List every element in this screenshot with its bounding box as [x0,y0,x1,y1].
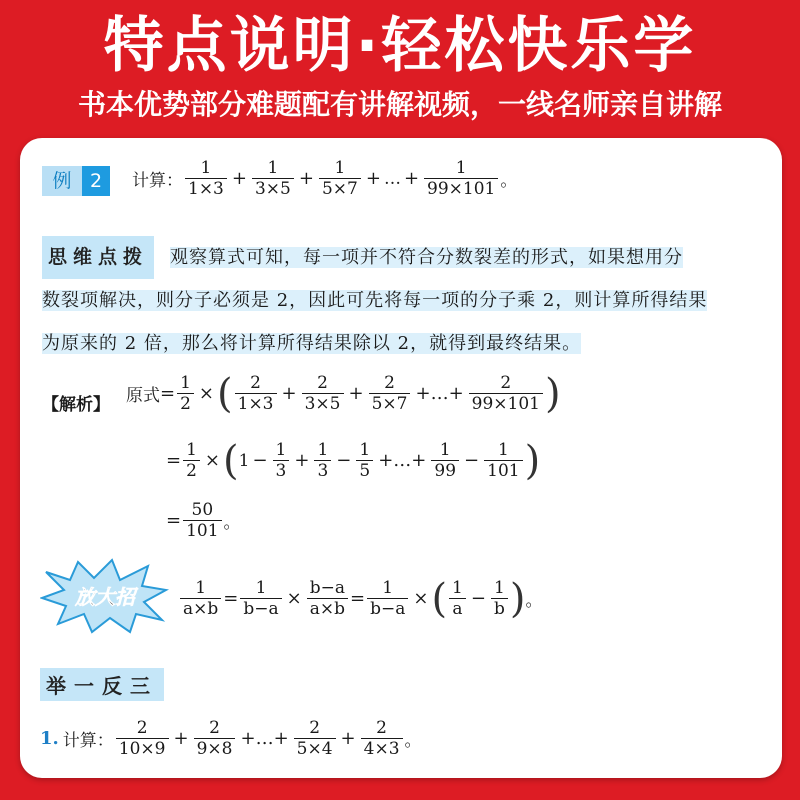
practice-prompt: 计算： [62,731,114,751]
practice-label: 举一反三 [40,668,164,701]
example-prompt: 计算： [132,171,183,191]
analysis-lead: 原式 [126,386,160,406]
practice-number: 1. [40,728,59,749]
tips-line: 数裂项解决，则分子必须是 2，因此可先将每一项的分子乘 2，则计算所得结果 [42,290,708,311]
fraction: $\frac{1}{1\times 3}$ [185,158,227,199]
example-number: 2 [82,166,110,196]
tips-paragraph [42,236,764,365]
analysis-result: = $\frac{50}{101}$ 。 [166,500,241,541]
analysis-row-2: = $\frac{1}{2}$ × ( 1 − $\frac{1}{3}$ + $\frac{1}{3}$ − $\frac{1}{5}$ +…+ $\frac{1}{99}$ − $\frac{1}{101}$ ) [166,437,541,484]
trick-badge [40,558,170,634]
tips-label: 思维点拨 [42,236,154,279]
fraction: $\frac{1}{5\times 7}$ [319,158,361,199]
analysis-row-1: 原式 = $\frac{1}{2}$ × ( $\frac{2}{1\times 3}$ + $\frac{2}{3\times 5}$ + $\frac{2}{5\times 7}$ +…+ $\frac{2}{99\times 101}$ ) [126,370,561,417]
page-subtitle: 书本优势部分难题配有讲解视频，一线名师亲自讲解 [77,88,722,121]
content-card [20,138,782,778]
example-tag [42,166,110,196]
fraction: $\frac{1}{99\times 101}$ [424,158,498,199]
tips-line: 观察算式可知，每一项并不符合分数裂差的形式，如果想用分 [170,247,684,268]
example-formula: 计算： $\frac{1}{1\times 3}$ + $\frac{1}{3\times 5}$ + $\frac{1}{5\times 7}$ + … + $\frac{1}{99\times 101}$ 。 [132,158,518,199]
banner [0,0,800,140]
trick-badge-text: 放大招 [75,585,135,609]
practice-formula: 1. 计算： $\frac{2}{10\times 9}$ + $\frac{2}{9\times 8}$ +…+ $\frac{2}{5\times 4}$ + $\frac{2}{4\times 3}$ 。 [40,718,422,759]
example-word: 例 [42,166,82,196]
tips-line: 为原来的 2 倍，那么将计算所得结果除以 2，就得到最终结果。 [42,333,582,354]
page-title: 特点说明·轻松快乐学 [103,11,697,81]
fraction: $\frac{1}{3\times 5}$ [252,158,294,199]
analysis-label: 【解析】 [42,395,110,415]
trick-formula: $\frac{1}{a\times b}$ = $\frac{1}{b-a}$ × $\frac{b-a}{a\times b}$ = $\frac{1}{b-a}$ × ( $\frac{1}{a}$ − $\frac{1}{b}$ ) 。 [178,578,542,619]
